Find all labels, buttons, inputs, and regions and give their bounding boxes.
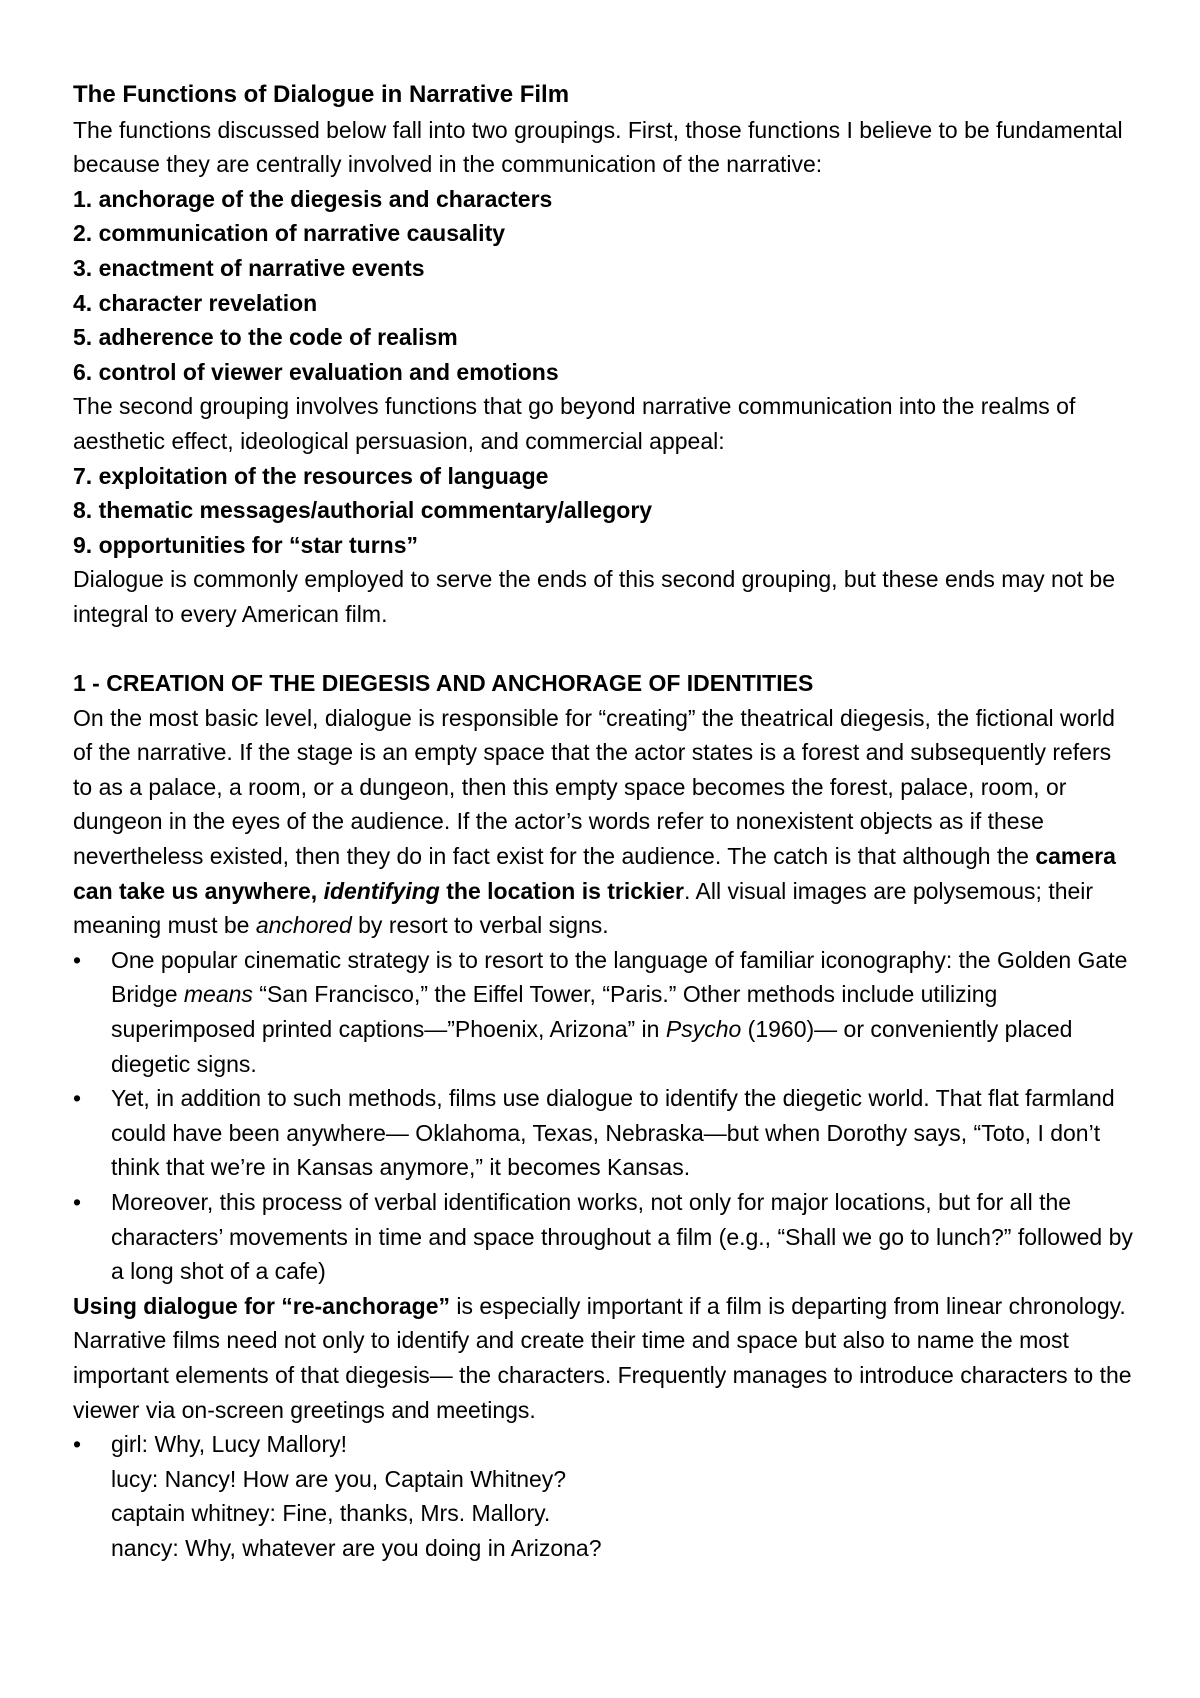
document-page (73, 78, 1133, 1566)
second-grouping-outro: Dialogue is commonly employed to serve the ends of this second grouping, but these ends may not be integral to every American film. (73, 566, 1115, 627)
fundamental-functions-list (73, 182, 1133, 390)
second-grouping-paragraph: The second grouping involves functions that go beyond narrative communication into the realms of aesthetic effect, ideological persuasion, and commercial appeal: (73, 393, 1076, 454)
list-item: 3. enactment of narrative events (73, 254, 425, 281)
reanchorage-paragraph (73, 1289, 1133, 1427)
list-item: 9. opportunities for “star turns” (73, 531, 419, 558)
text-run: Yet, in addition to such methods, films use dialogue to identify the diegetic world. That flat farmland could have been anywhere— Oklahoma, Texas, Nebraska—but when Dorothy says, “Toto, I don’t think that we’re in Kansas anymore,” it becomes Kansas. (111, 1085, 1115, 1181)
dialogue-line: girl: Why, Lucy Mallory! (111, 1431, 348, 1458)
text-run: Moreover, this process of verbal identification works, not only for major locations, but for all the characters’ movements in time and space throughout a film (e.g., “Shall we go to lunch?” followed by a long shot of a cafe) (111, 1189, 1133, 1285)
list-item: 4. character revelation (73, 289, 318, 316)
bullet-icon: • (73, 1189, 82, 1215)
text-run: . All visual images are polysemous; their meaning must be (73, 877, 1094, 939)
dialogue-example-list (73, 1427, 1133, 1565)
italic-text: Psycho (665, 1016, 742, 1043)
bullet-item (73, 1427, 1133, 1565)
second-functions-list (73, 459, 1133, 563)
list-item: 1. anchorage of the diegesis and characters (73, 185, 553, 212)
bullet-icon: • (73, 946, 82, 973)
dialogue-line: lucy: Nancy! How are you, Captain Whitney? (111, 1465, 567, 1492)
document-title: The Functions of Dialogue in Narrative Film (73, 81, 570, 108)
list-item: 7. exploitation of the resources of language (73, 462, 549, 489)
italic-text: anchored (255, 912, 352, 939)
section-heading: 1 - CREATION OF THE DIEGESIS AND ANCHORAGE OF IDENTITIES (73, 670, 814, 697)
text-run: is especially important if a film is departing from linear chronology. Narrative films need not only to identify and create their time and space but also to name the most important elements of that diegesis— the characters. Frequently manages to introduce characters to the viewer via on-screen greetings and meetings. (73, 1292, 1132, 1423)
list-item: 8. thematic messages/authorial commentary/allegory (73, 497, 653, 524)
italic-text: means (183, 981, 253, 1008)
list-item: 2. communication of narrative causality (73, 220, 506, 247)
bold-text: camera can take us anywhere, (73, 843, 1116, 904)
text-run: One popular cinematic strategy is to resort to the language of familiar iconography: the Golden Gate Bridge (111, 946, 1128, 1008)
bullet-item (73, 943, 1133, 1081)
bold-text: Using dialogue for “re-anchorage” (73, 1292, 450, 1319)
dialogue-line: captain whitney: Fine, thanks, Mrs. Mallory. (111, 1500, 551, 1527)
section-paragraph (73, 701, 1133, 943)
bold-italic-text: identifying (323, 877, 440, 904)
bullet-icon: • (73, 1085, 82, 1112)
text-run: “San Francisco,” the Eiffel Tower, “Paris.” Other methods include utilizing superimposed printed captions—”Phoenix, Arizona” in (111, 981, 998, 1043)
bullet-item (73, 1185, 1133, 1289)
list-item: 5. adherence to the code of realism (73, 324, 458, 351)
intro-paragraph: The functions discussed below fall into two groupings. First, those functions I believe to be fundamental because they are centrally involved in the communication of the narrative: (73, 116, 1123, 178)
dialogue-line: nancy: Why, whatever are you doing in Arizona? (111, 1534, 602, 1561)
text-run: On the most basic level, dialogue is responsible for “creating” the theatrical diegesis, the fictional world of the narrative. If the stage is an empty space that the actor states is a forest and subsequently refers to as a palace, a room, or a dungeon, then this empty space becomes the forest, palace, room, or dungeon in the eyes of the audience. If the actor’s words refer to nonexistent objects as if these nevertheless existed, then they do in fact exist for the audience. The catch is that although the (73, 704, 1115, 870)
bullet-item (73, 1081, 1133, 1185)
bullet-icon: • (73, 1431, 82, 1458)
bold-text: the location is trickier (439, 877, 684, 904)
text-run: by resort to verbal signs. (351, 912, 609, 939)
text-run: (1960)— or conveniently placed diegetic signs. (111, 1016, 1073, 1077)
list-item: 6. control of viewer evaluation and emotions (73, 358, 559, 385)
bullet-list (73, 943, 1133, 1289)
